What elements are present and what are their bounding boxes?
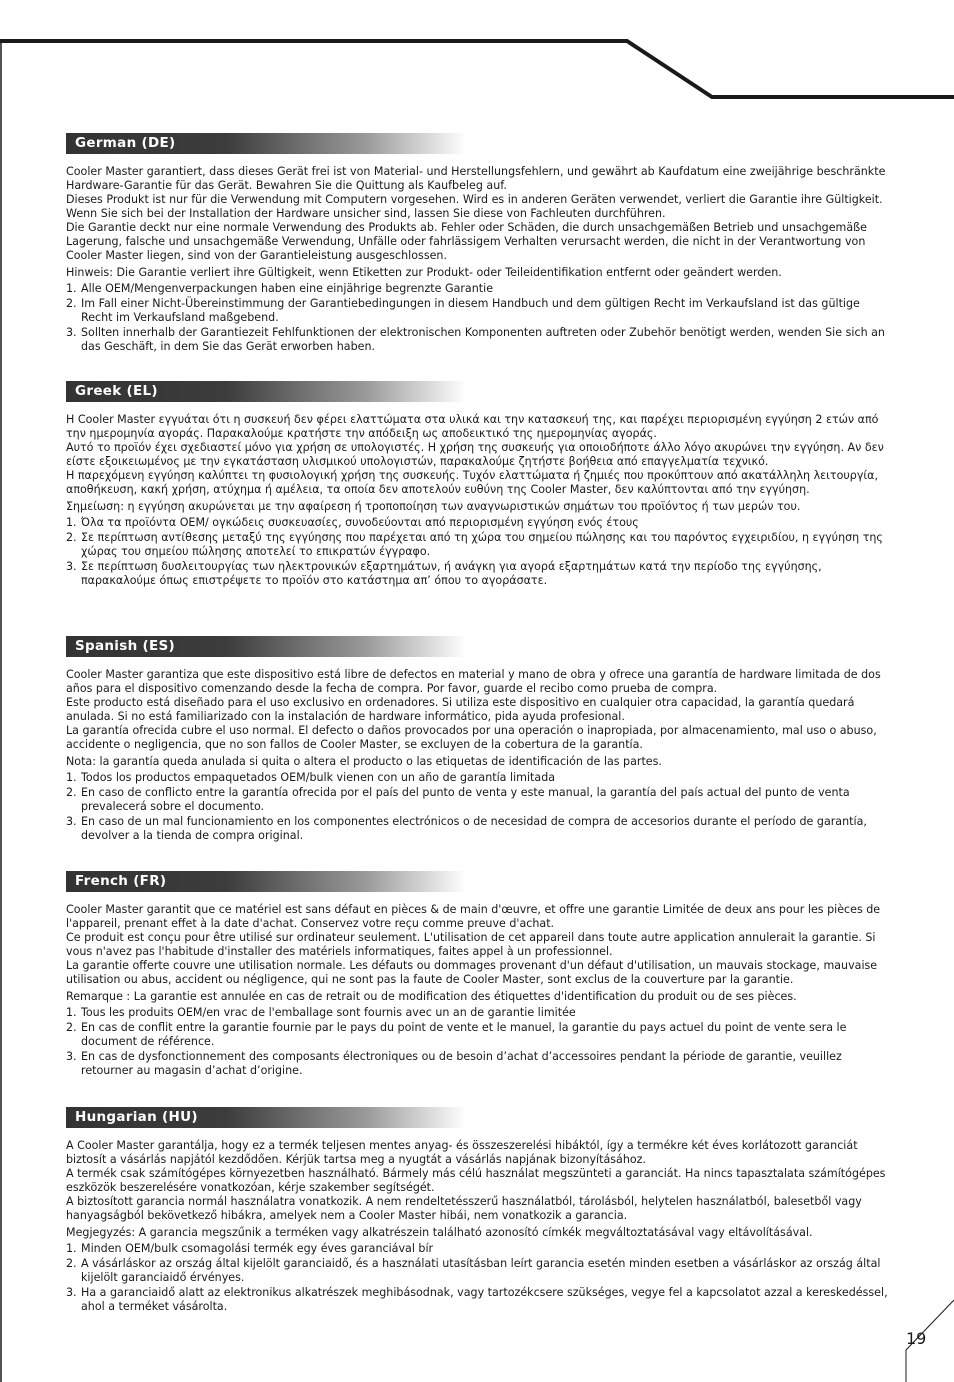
top-border-line	[0, 41, 954, 97]
item-text: Σε περίπτωση δυσλειτουργίας των ηλεκτρονικών εξαρτημάτων, ή ανάγκη για αγορά εξαρτημάτων κατά την περίοδο της εγγύησης, παρακαλούμε όπως επιστρέψετε το προϊόν στο κατάστημα απ’ όπου το αγοράσατε.	[81, 560, 822, 587]
item-text: En cas de dysfonctionnement des composants électroniques ou de besoin d’achat d’accessoires pendant la période de garantie, veuillez retourner au magasin d’achat d’origine.	[81, 1050, 842, 1077]
item-number: 2.	[66, 786, 77, 799]
paragraph: Este producto está diseñado para el uso exclusivo en ordenadores. Si utiliza este dispositivo en cualquier otra capacidad, la garantía quedará anulada. Si no está familiarizado con la instalación de hardware informático, pida ayuda profesional.	[66, 696, 855, 723]
note: Nota: la garantía queda anulada si quita o altera el producto o las etiquetas de identificación de las partes.	[66, 755, 662, 768]
paragraph: Dieses Produkt ist nur für die Verwendung mit Computern vorgesehen. Wird es in anderen Geräten verwendet, verliert die Garantie ihre Gültigkeit. Wenn Sie sich bei der Installation der Hardware unsicher sind, lassen Sie diese von Fachleuten durchführen.	[66, 193, 883, 220]
item-text: En caso de conflicto entre la garantía ofrecida por el país del punto de venta y este manual, la garantía del país actual del punto de venta prevalecerá sobre el documento.	[81, 786, 850, 813]
note: Σημείωση: η εγγύηση ακυρώνεται με την αφαίρεση ή τροποποίηση των αναγνωριστικών σημάτων του προϊόντος ή των μερών του.	[66, 500, 801, 513]
section-heading: Hungarian (HU)	[66, 1107, 466, 1128]
item-number: 2.	[66, 1257, 77, 1270]
paragraph: Η Cooler Master εγγυάται ότι η συσκευή δεν φέρει ελαττώματα στα υλικά και την κατασκευή της, και παρέχει περιορισμένη εγγύηση 2 ετών από την ημερομηνία αγοράς. Παρακαλούμε κρατήστε την απόδειξη ως αποδεικτικό της ημερομηνίας αγοράς.	[66, 413, 879, 440]
paragraph: A termék csak számítógépes környezetben használható. Bármely más célú használat megszünteti a garanciát. Ha nincs tapasztalata számítógépes eszközök beszerelésére vonatkozóan, kérje szakember segítségét.	[66, 1167, 886, 1194]
section-heading: Spanish (ES)	[66, 636, 466, 657]
section-french	[66, 871, 892, 1079]
item-text: A vásárláskor az ország által kijelölt garanciaidő, és a használati utasításban leírt garancia esetén minden esetben a vásárláskor az ország által kijelölt garanciaidő érvényes.	[81, 1257, 881, 1284]
item-text: Ha a garanciaidő alatt az elektronikus alkatrészek meghibásodnak, vagy tartozékcsere szükséges, vegye fel a kapcsolatot azzal a kereskedéssel, ahol a terméket vásárolta.	[81, 1286, 888, 1313]
paragraph: Cooler Master garantiza que este dispositivo está libre de defectos en material y mano de obra y ofrece una garantía de hardware limitada de dos años para el dispositivo comenzando desde la fecha de compra. Por favor, guarde el recibo como prueba de compra.	[66, 668, 881, 695]
numbered-list	[66, 1242, 892, 1314]
item-number: 1.	[66, 516, 77, 529]
item-number: 1.	[66, 282, 77, 295]
item-text: Sollten innerhalb der Garantiezeit Fehlfunktionen der elektronischen Komponenten auftreten oder Zubehör benötigt werden, wenden Sie sich an das Geschäft, in dem Sie das Gerät erworben haben.	[81, 326, 885, 353]
section-hungarian	[66, 1107, 892, 1315]
section-body	[66, 165, 892, 354]
item-text: En caso de un mal funcionamiento en los componentes electrónicos o de necesidad de compra de accesorios durante el período de garantía, devolver a la tienda de compra original.	[81, 815, 867, 842]
note: Hinweis: Die Garantie verliert ihre Gültigkeit, wenn Etiketten zur Produkt- oder Teileidentifikation entfernt oder geändert werden.	[66, 266, 782, 279]
paragraph: A Cooler Master garantálja, hogy ez a termék teljesen mentes anyag- és összeszerelési hibáktól, így a termékre két éves korlátozott garanciát biztosít a vásárlás napjától kezdődően. Kérjük tartsa meg a nyugtát a vásárlás napjának bizonyításához.	[66, 1139, 858, 1166]
list-item	[66, 531, 892, 559]
item-text: Im Fall einer Nicht-Übereinstimmung der Garantiebedingungen in diesem Handbuch und dem gültigen Recht im Verkaufsland ist das gültige Recht im Verkaufsland maßgebend.	[81, 297, 860, 324]
paragraph: La garantía ofrecida cubre el uso normal. El defecto o daños provocados por una operación o inapropiada, por almacenamiento, mal uso o abuso, accidente o negligencia, que no son fallos de Cooler Master, se excluyen de la cobertura de la garantía.	[66, 724, 877, 751]
paragraph: A biztosított garancia normál használatra vonatkozik. A nem rendeltetésszerű használatból, tárolásból, helytelen használatból, balesetből vagy hanyagságból bekövetkező hibákra, amelyek nem a Cooler Master hibái, nem vonatkozik a garancia.	[66, 1195, 862, 1222]
numbered-list	[66, 516, 892, 588]
numbered-list	[66, 1006, 892, 1078]
list-item	[66, 282, 892, 296]
list-item	[66, 771, 892, 785]
section-heading: Greek (EL)	[66, 381, 466, 402]
list-item	[66, 560, 892, 588]
list-item	[66, 1006, 892, 1020]
item-number: 2.	[66, 297, 77, 310]
item-number: 3.	[66, 326, 77, 339]
section-greek	[66, 381, 892, 589]
item-text: En cas de conflit entre la garantie fournie par le pays du point de vente et le manuel, la garantie du pays actuel du point de vente sera le document de référence.	[81, 1021, 847, 1048]
section-body	[66, 903, 892, 1078]
list-item	[66, 326, 892, 354]
numbered-list	[66, 282, 892, 354]
list-item	[66, 516, 892, 530]
item-number: 1.	[66, 1006, 77, 1019]
item-text: Tous les produits OEM/en vrac de l'emballage sont fournis avec un an de garantie limitée	[81, 1006, 576, 1019]
paragraph: Cooler Master garantiert, dass dieses Gerät frei ist von Material- und Herstellungsfehlern, und gewährt ab Kaufdatum eine zweijährige beschränkte Hardware-Garantie für das Gerät. Bewahren Sie die Quittung als Kaufbeleg auf.	[66, 165, 886, 192]
item-text: Alle OEM/Mengenverpackungen haben eine einjährige begrenzte Garantie	[81, 282, 494, 295]
item-number: 3.	[66, 560, 77, 573]
paragraph: Die Garantie deckt nur eine normale Verwendung des Produkts ab. Fehler oder Schäden, die durch unsachgemäßen Betrieb und unsachgemäße Lagerung, falsche und unsachgemäße Verwendung, Unfälle oder fahrlässigem Verhalten verursacht werden, die nicht in der Verantwortung von Cooler Master liegen, sind von der Garantieleistung ausgeschlossen.	[66, 221, 867, 262]
list-item	[66, 815, 892, 843]
section-spanish	[66, 636, 892, 844]
item-number: 2.	[66, 1021, 77, 1034]
section-body	[66, 413, 892, 588]
section-body	[66, 668, 892, 843]
item-number: 1.	[66, 771, 77, 784]
paragraph: Αυτό το προϊόν έχει σχεδιαστεί μόνο για χρήση σε υπολογιστές. Η χρήση της συσκευής για οποιοδήποτε άλλο λόγο ακυρώνει την εγγύηση. Αν δεν είστε εξοικειωμένος με την εγκατάσταση υλισμικού υπολογιστών, παρακαλούμε ζητήστε βοήθεια από επαγγελματία τεχνικό.	[66, 441, 884, 468]
section-heading: German (DE)	[66, 133, 466, 154]
paragraph: Ce produit est conçu pour être utilisé sur ordinateur seulement. L'utilisation de cet appareil dans toute autre application annulerait la garantie. Si vous n'avez pas l'habitude d'installer des matériels informatiques, faites appel à un professionnel.	[66, 931, 876, 958]
numbered-list	[66, 771, 892, 843]
item-text: Σε περίπτωση αντίθεσης μεταξύ της εγγύησης που παρέχεται από τη χώρα του σημείου πώλησης και του παρόντος εγχειριδίου, η εγγύηση της χώρας του σημείου πώλησης αποτελεί το επικρατών έγγραφο.	[81, 531, 883, 558]
item-text: Minden OEM/bulk csomagolási termék egy éves garanciával bír	[81, 1242, 434, 1255]
item-number: 3.	[66, 1286, 77, 1299]
list-item	[66, 1242, 892, 1256]
section-german	[66, 133, 892, 355]
list-item	[66, 297, 892, 325]
section-body	[66, 1139, 892, 1314]
paragraph: Cooler Master garantit que ce matériel est sans défaut en pièces & de main d'œuvre, et offre une garantie Limitée de deux ans pour les pièces de l'appareil, prenant effet à la date d'achat. Conservez votre reçu comme preuve d'achat.	[66, 903, 881, 930]
item-number: 2.	[66, 531, 77, 544]
paragraph: La garantie offerte couvre une utilisation normale. Les défauts ou dommages provenant d'un défaut d'utilisation, un mauvais stockage, mauvaise utilisation ou abus, accident ou négligence, qui ne sont pas la faute de Cooler Master, sont exclus de la couverture par la garantie.	[66, 959, 878, 986]
item-text: Όλα τα προϊόντα OEM/ ογκώδεις συσκευασίες, συνοδεύονται από περιορισμένη εγγύηση ενός έτους	[81, 516, 639, 529]
item-text: Todos los productos empaquetados OEM/bulk vienen con un año de garantía limitada	[81, 771, 556, 784]
note: Remarque : La garantie est annulée en cas de retrait ou de modification des étiquettes d'identification du produit ou de ses pièces.	[66, 990, 797, 1003]
item-number: 3.	[66, 1050, 77, 1063]
item-number: 3.	[66, 815, 77, 828]
list-item	[66, 1286, 892, 1314]
section-heading: French (FR)	[66, 871, 466, 892]
item-number: 1.	[66, 1242, 77, 1255]
list-item	[66, 1021, 892, 1049]
paragraph: Η παρεχόμενη εγγύηση καλύπτει τη φυσιολογική χρήση της συσκευής. Τυχόν ελαττώματα ή ζημιές που προκύπτουν από ακατάλληλη λειτουργία, αποθήκευση, κακή χρήση, ατύχημα ή αμέλεια, τα οποία δεν αποτελούν ευθύνη της Cooler Master, δεν καλύπτονται από την εγγύηση.	[66, 469, 879, 496]
list-item	[66, 1257, 892, 1285]
list-item	[66, 1050, 892, 1078]
page-number: 19	[906, 1329, 927, 1348]
note: Megjegyzés: A garancia megszűnik a terméken vagy alkatrészein található azonosító címkék megváltoztatásával vagy eltávolításával.	[66, 1226, 813, 1239]
list-item	[66, 786, 892, 814]
